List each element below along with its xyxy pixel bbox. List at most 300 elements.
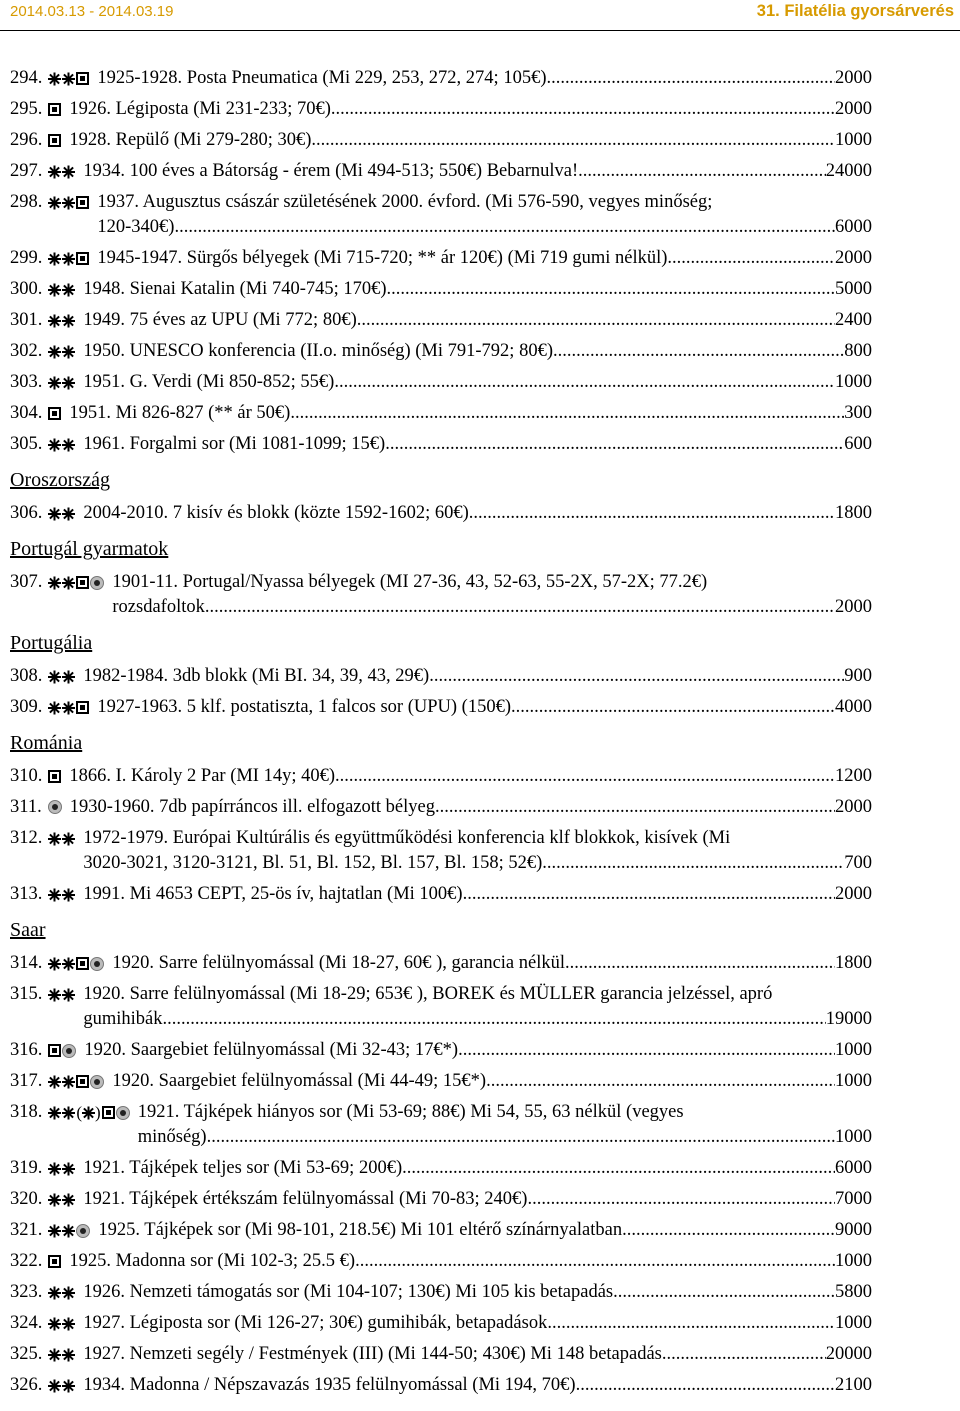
leader-dots	[331, 97, 835, 122]
mint-star-icon	[48, 832, 61, 845]
mint-star-icon	[62, 283, 75, 296]
condition-symbols	[48, 1162, 75, 1175]
condition-symbols	[48, 988, 75, 1001]
lot-entry	[10, 339, 872, 364]
lot-entry	[10, 764, 872, 789]
hinged-star-icon: ( )	[76, 1103, 101, 1122]
leader-dots	[511, 695, 835, 720]
lot-line	[10, 277, 872, 302]
leader-dots	[542, 851, 844, 876]
leader-dots	[357, 308, 835, 333]
mint-star-icon	[62, 376, 75, 389]
mint-star-icon	[48, 1193, 61, 1206]
mint-star-icon	[62, 957, 75, 970]
leader-dots	[486, 1069, 835, 1094]
lot-description: 1925-1928. Posta Pneumatica (Mi 229, 253, 272, 274; 105€)	[97, 68, 547, 88]
leader-dots	[553, 339, 844, 364]
used-stamp-circle-icon	[90, 1075, 104, 1089]
lot-line	[10, 339, 872, 364]
starting-price: 5800	[835, 1282, 872, 1302]
condition-symbols	[48, 283, 75, 296]
lot-description: 1934. 100 éves a Bátorság - érem (Mi 494-513; 550€) Bebarnulva!	[83, 161, 579, 181]
lot-description: 1949. 75 éves az UPU (Mi 772; 80€)	[83, 310, 357, 330]
lot-entry	[10, 1311, 872, 1336]
lot-line	[10, 1311, 872, 1336]
mint-star-icon	[48, 576, 61, 589]
lot-entry	[10, 1218, 872, 1243]
lot-entry	[10, 401, 872, 426]
mint-star-icon	[62, 1193, 75, 1206]
lot-description: 1925. Tájképek sor (Mi 98-101, 218.5€) Mi 101 eltérő színárnyalatban	[98, 1220, 623, 1240]
lot-entry	[10, 370, 872, 395]
condition-symbols	[48, 701, 89, 714]
leader-dots	[662, 1342, 826, 1367]
mint-star-icon	[48, 376, 61, 389]
starting-price: 2000	[835, 68, 872, 88]
block-square-icon	[76, 196, 89, 209]
mint-star-icon	[62, 576, 75, 589]
condition-symbols	[48, 196, 89, 209]
lot-entry	[10, 501, 872, 526]
starting-price: 1000	[835, 1251, 872, 1271]
lot-line	[10, 308, 872, 333]
lot-entry	[10, 664, 872, 689]
mint-star-icon	[62, 670, 75, 683]
condition-symbols	[48, 252, 89, 265]
mint-star-icon	[48, 1379, 61, 1392]
starting-price: 19000	[825, 1009, 872, 1029]
lot-line-continued	[10, 1125, 872, 1150]
lot-number: 294.	[10, 68, 43, 88]
section-heading: Románia	[10, 732, 83, 754]
lot-description-continued: 120-340€)	[97, 217, 175, 237]
leader-dots	[355, 1249, 835, 1274]
starting-price: 6000	[835, 217, 872, 237]
lot-list	[10, 66, 872, 1404]
lot-number: 324.	[10, 1313, 43, 1333]
condition-symbols	[48, 1224, 90, 1238]
section-heading: Saar	[10, 919, 46, 941]
lot-description: 1930-1960. 7db papírráncos ill. elfogazott bélyeg	[69, 797, 435, 817]
starting-price: 1000	[835, 1313, 872, 1333]
mint-star-icon	[62, 1075, 75, 1088]
lot-description: 1948. Sienai Katalin (Mi 740-745; 170€)	[83, 279, 387, 299]
block-square-icon	[76, 701, 89, 714]
leader-dots	[385, 432, 844, 457]
mint-star-icon	[62, 507, 75, 520]
lot-line-continued	[10, 595, 872, 620]
starting-price: 5000	[835, 279, 872, 299]
starting-price: 2000	[835, 597, 872, 617]
lot-entry	[10, 1249, 872, 1274]
starting-price: 6000	[835, 1158, 872, 1178]
condition-symbols	[48, 1044, 76, 1058]
lot-entry	[10, 1373, 872, 1398]
lot-number: 312.	[10, 828, 43, 848]
section-heading: Portugál gyarmatok	[10, 538, 169, 560]
lot-line	[10, 826, 872, 851]
mint-star-icon	[62, 888, 75, 901]
leader-dots	[565, 951, 835, 976]
date-range: 2014.03.13 - 2014.03.19	[10, 3, 174, 20]
lot-description: 1950. UNESCO konferencia (II.o. minőség) (Mi 791-792; 80€)	[83, 341, 553, 361]
condition-symbols	[48, 376, 75, 389]
section-heading-wrap	[10, 726, 872, 764]
lot-description: 1991. Mi 4653 CEPT, 25-ös ív, hajtatlan (Mi 100€)	[83, 884, 463, 904]
section-heading-wrap	[10, 532, 872, 570]
starting-price: 2000	[835, 248, 872, 268]
lot-line	[10, 1187, 872, 1212]
lot-description-continued: gumihibák	[83, 1009, 163, 1029]
mint-star-icon	[62, 1286, 75, 1299]
lot-description: 1901-11. Portugal/Nyassa bélyegek (MI 27-36, 43, 52-63, 55-2X, 57-2X; 77.2€)	[112, 572, 708, 592]
lot-number: 315.	[10, 984, 43, 1004]
mint-star-icon	[48, 196, 61, 209]
page-header	[0, 0, 960, 31]
block-square-icon	[48, 1255, 61, 1268]
mint-star-icon	[62, 1224, 75, 1237]
lot-description: 1945-1947. Sürgős bélyegek (Mi 715-720; ** ár 120€) (Mi 719 gumi nélkül)	[97, 248, 668, 268]
starting-price: 2000	[835, 884, 872, 904]
starting-price: 1000	[835, 1127, 872, 1147]
block-square-icon	[48, 770, 61, 783]
mint-star-icon	[48, 252, 61, 265]
section-heading: Portugália	[10, 632, 93, 654]
lot-description-continued: minőség)..	[137, 1127, 216, 1147]
lot-entry	[10, 97, 872, 122]
lot-description: 1921. Tájképek hiányos sor (Mi 53-69; 88€) Mi 54, 55, 63 nélkül (vegyes	[137, 1102, 684, 1122]
lot-description: 1920. Saargebiet felülnyomással (Mi 32-43; 17€*)	[84, 1040, 459, 1060]
starting-price: 800	[844, 341, 872, 361]
section-heading-wrap	[10, 463, 872, 501]
starting-price: 24000	[825, 161, 872, 181]
condition-symbols	[48, 1193, 75, 1206]
lot-entry	[10, 1100, 872, 1150]
condition-symbols	[48, 407, 61, 420]
mint-star-icon	[48, 438, 61, 451]
leader-dots	[667, 246, 835, 271]
mint-star-icon	[62, 1162, 75, 1175]
lot-entry	[10, 308, 872, 333]
lot-entry	[10, 432, 872, 457]
lot-description: 1920. Saargebiet felülnyomással (Mi 44-49; 15€*)	[112, 1071, 487, 1091]
lot-line	[10, 432, 872, 457]
lot-number: 298.	[10, 192, 43, 212]
leader-dots	[334, 370, 835, 395]
block-square-icon	[76, 252, 89, 265]
starting-price: 7000	[835, 1189, 872, 1209]
starting-price: 2000	[835, 99, 872, 119]
used-stamp-circle-icon	[90, 576, 104, 590]
section-heading-wrap	[10, 626, 872, 664]
lot-line	[10, 1249, 872, 1274]
lot-entry	[10, 66, 872, 91]
block-square-icon	[76, 576, 89, 589]
lot-description: 1927-1963. 5 klf. postatiszta, 1 falcos sor (UPU) (150€)	[97, 697, 511, 717]
lot-number: 295.	[10, 99, 43, 119]
condition-symbols	[48, 957, 104, 971]
lot-description: 1951. G. Verdi (Mi 850-852; 55€)	[83, 372, 335, 392]
condition-symbols	[48, 72, 89, 85]
mint-star-icon	[48, 1162, 61, 1175]
condition-symbols	[48, 1103, 129, 1122]
lot-number: 323.	[10, 1282, 43, 1302]
leader-dots	[163, 1007, 826, 1032]
lot-number: 316.	[10, 1040, 43, 1060]
lot-line	[10, 1280, 872, 1305]
lot-number: 299.	[10, 248, 43, 268]
mint-star-icon	[62, 832, 75, 845]
starting-price: 1000	[835, 372, 872, 392]
lot-number: 308.	[10, 666, 43, 686]
starting-price: 300	[844, 403, 872, 423]
lot-entry	[10, 695, 872, 720]
lot-line	[10, 1342, 872, 1367]
leader-dots	[546, 66, 835, 91]
lot-description: 1921. Tájképek értékszám felülnyomással (Mi 70-83; 240€)	[83, 1189, 528, 1209]
starting-price: 1200	[835, 766, 872, 786]
section-heading: Oroszország	[10, 469, 110, 491]
lot-description: 1982-1984. 3db blokk (Mi BI. 34, 39, 43, 29€)	[83, 666, 430, 686]
starting-price: 1000	[835, 130, 872, 150]
condition-symbols	[48, 134, 61, 147]
leader-dots	[547, 1311, 835, 1336]
leader-dots	[576, 1373, 835, 1398]
lot-description: 2004-2010. 7 kisív és blokk (közte 1592-1602; 60€)	[83, 503, 469, 523]
leader-dots	[463, 882, 835, 907]
leader-dots	[469, 501, 835, 526]
mint-star-icon	[62, 438, 75, 451]
starting-price: 1800	[835, 503, 872, 523]
lot-line	[10, 570, 872, 595]
mint-star-icon	[48, 888, 61, 901]
condition-symbols	[48, 1286, 75, 1299]
lot-entry	[10, 826, 872, 876]
mint-star-icon	[62, 345, 75, 358]
lot-entry	[10, 1156, 872, 1181]
lot-line	[10, 795, 872, 820]
mint-star-icon	[48, 1348, 61, 1361]
starting-price: 700	[844, 853, 872, 873]
mint-star-icon	[48, 1317, 61, 1330]
lot-number: 313.	[10, 884, 43, 904]
lot-description-continued: 3020-3021, 3120-3121, Bl. 51, Bl. 152, Bl. 157, Bl. 158; 52€)	[83, 853, 543, 873]
mint-star-icon	[62, 701, 75, 714]
lot-line	[10, 1038, 872, 1063]
lot-number: 300.	[10, 279, 43, 299]
leader-dots	[205, 595, 835, 620]
lot-line-continued	[10, 851, 872, 876]
leader-dots	[435, 795, 835, 820]
lot-entry	[10, 128, 872, 153]
lot-entry	[10, 1038, 872, 1063]
lot-number: 301.	[10, 310, 43, 330]
lot-number: 297.	[10, 161, 43, 181]
leader-dots	[527, 1187, 835, 1212]
lot-number: 306.	[10, 503, 43, 523]
condition-symbols	[48, 832, 75, 845]
mint-star-icon	[62, 72, 75, 85]
mint-star-icon	[48, 345, 61, 358]
used-stamp-circle-icon	[62, 1044, 76, 1058]
condition-symbols	[48, 314, 75, 327]
block-square-icon	[76, 72, 89, 85]
lot-entry	[10, 951, 872, 976]
lot-description: 1921. Tájképek teljes sor (Mi 53-69; 200€)	[83, 1158, 403, 1178]
mint-star-icon	[62, 252, 75, 265]
lot-number: 314.	[10, 953, 43, 973]
condition-symbols	[48, 670, 75, 683]
mint-star-icon	[62, 1348, 75, 1361]
lot-number: 302.	[10, 341, 43, 361]
starting-price: 1000	[835, 1071, 872, 1091]
lot-entry	[10, 1069, 872, 1094]
starting-price: 2000	[835, 797, 872, 817]
leader-dots	[458, 1038, 835, 1063]
block-square-icon	[48, 134, 61, 147]
lot-line	[10, 66, 872, 91]
catalog-title: 31. Filatélia gyorsárverés	[756, 2, 954, 20]
lot-line	[10, 951, 872, 976]
mint-star-icon	[48, 670, 61, 683]
lot-entry	[10, 570, 872, 620]
block-square-icon	[76, 957, 89, 970]
condition-symbols	[48, 888, 75, 901]
lot-number: 307.	[10, 572, 43, 592]
lot-description: 1926. Nemzeti támogatás sor (Mi 104-107; 130€) Mi 105 kis betapadás	[83, 1282, 614, 1302]
lot-description: 1927. Nemzeti segély / Festmények (III) (Mi 144-50; 430€) Mi 148 betapadás	[83, 1344, 662, 1364]
mint-star-icon	[48, 988, 61, 1001]
condition-symbols	[48, 1317, 75, 1330]
lot-line	[10, 246, 872, 271]
lot-description-continued: rozsdafoltok	[112, 597, 205, 617]
leader-dots	[578, 159, 826, 184]
leader-dots	[174, 215, 835, 240]
lot-description: 1920. Sarre felülnyomással (Mi 18-29; 653€ ), BOREK és MÜLLER garancia jelzéssel, apró	[83, 984, 773, 1004]
leader-dots	[429, 664, 844, 689]
lot-description: 1961. Forgalmi sor (Mi 1081-1099; 15€)	[83, 434, 386, 454]
lot-entry	[10, 882, 872, 907]
used-stamp-circle-icon	[76, 1224, 90, 1238]
used-stamp-circle-icon	[48, 800, 62, 814]
lot-number: 319.	[10, 1158, 43, 1178]
block-square-icon	[48, 103, 61, 116]
lot-line	[10, 401, 872, 426]
lot-line	[10, 1156, 872, 1181]
lot-line	[10, 1100, 872, 1125]
lot-entry	[10, 982, 872, 1032]
mint-star-icon	[48, 1106, 61, 1119]
condition-symbols	[48, 576, 104, 590]
used-stamp-circle-icon	[116, 1106, 130, 1120]
mint-star-icon	[48, 283, 61, 296]
lot-entry	[10, 795, 872, 820]
lot-description: 1920. Sarre felülnyomással (Mi 18-27, 60€ ), garancia nélkül	[112, 953, 565, 973]
lot-line	[10, 128, 872, 153]
condition-symbols	[48, 1348, 75, 1361]
lot-entry	[10, 1187, 872, 1212]
lot-number: 309.	[10, 697, 43, 717]
lot-entry	[10, 246, 872, 271]
mint-star-icon	[48, 165, 61, 178]
lot-entry	[10, 1280, 872, 1305]
mint-star-icon	[62, 988, 75, 1001]
starting-price: 900	[844, 666, 872, 686]
leader-dots	[622, 1218, 835, 1243]
lot-number: 325.	[10, 1344, 43, 1364]
lot-line	[10, 1373, 872, 1398]
lot-number: 321.	[10, 1220, 43, 1240]
lot-entry	[10, 190, 872, 240]
leader-dots	[402, 1156, 835, 1181]
mint-star-icon	[62, 165, 75, 178]
lot-line	[10, 1069, 872, 1094]
lot-description: 1927. Légiposta sor (Mi 126-27; 30€) gumihibák, betapadások	[83, 1313, 548, 1333]
lot-line	[10, 501, 872, 526]
leader-dots	[216, 1125, 835, 1150]
block-square-icon	[76, 1075, 89, 1088]
condition-symbols	[48, 438, 75, 451]
condition-symbols	[48, 165, 75, 178]
condition-symbols	[48, 1075, 104, 1089]
lot-number: 320.	[10, 1189, 43, 1209]
lot-entry	[10, 1342, 872, 1367]
leader-dots	[613, 1280, 835, 1305]
mint-star-icon	[48, 1224, 61, 1237]
block-square-icon	[48, 1044, 61, 1057]
lot-number: 322.	[10, 1251, 43, 1271]
lot-line-continued	[10, 1007, 872, 1032]
starting-price: 2100	[835, 1375, 872, 1395]
lot-description: 1934. Madonna / Népszavazás 1935 felülnyomással (Mi 194, 70€)	[83, 1375, 576, 1395]
condition-symbols	[48, 103, 61, 116]
mint-star-icon	[48, 957, 61, 970]
lot-number: 311.	[10, 797, 42, 817]
lot-line	[10, 882, 872, 907]
lot-entry	[10, 277, 872, 302]
mint-star-icon	[48, 507, 61, 520]
lot-description: 1937. Augusztus császár születésének 2000. évford. (Mi 576-590, vegyes minőség;	[97, 192, 713, 212]
lot-line	[10, 695, 872, 720]
condition-symbols	[48, 1379, 75, 1392]
mint-star-icon	[48, 1075, 61, 1088]
mint-star-icon	[48, 701, 61, 714]
block-square-icon	[102, 1106, 115, 1119]
lot-line	[10, 370, 872, 395]
mint-star-icon	[48, 314, 61, 327]
lot-line	[10, 764, 872, 789]
lot-line	[10, 159, 872, 184]
condition-symbols	[48, 1255, 61, 1268]
starting-price: 4000	[835, 697, 872, 717]
starting-price: 1800	[835, 953, 872, 973]
leader-dots	[387, 277, 835, 302]
lot-description: 1866. I. Károly 2 Par (MI 14y; 40€)	[69, 766, 336, 786]
lot-number: 296.	[10, 130, 43, 150]
lot-description: 1926. Légiposta (Mi 231-233; 70€)	[69, 99, 331, 119]
mint-star-icon	[62, 1379, 75, 1392]
lot-number: 303.	[10, 372, 43, 392]
starting-price: 600	[844, 434, 872, 454]
condition-symbols	[48, 800, 62, 814]
lot-description: 1925. Madonna sor (Mi 102-3; 25.5 €)	[69, 1251, 356, 1271]
lot-number: 310.	[10, 766, 43, 786]
starting-price: 9000	[835, 1220, 872, 1240]
leader-dots	[335, 764, 835, 789]
lot-description: 1972-1979. Európai Kultúrális és együttműködési konferencia klf blokkok, kisívek (Mi	[83, 828, 731, 848]
starting-price: 1000	[835, 1040, 872, 1060]
condition-symbols	[48, 770, 61, 783]
